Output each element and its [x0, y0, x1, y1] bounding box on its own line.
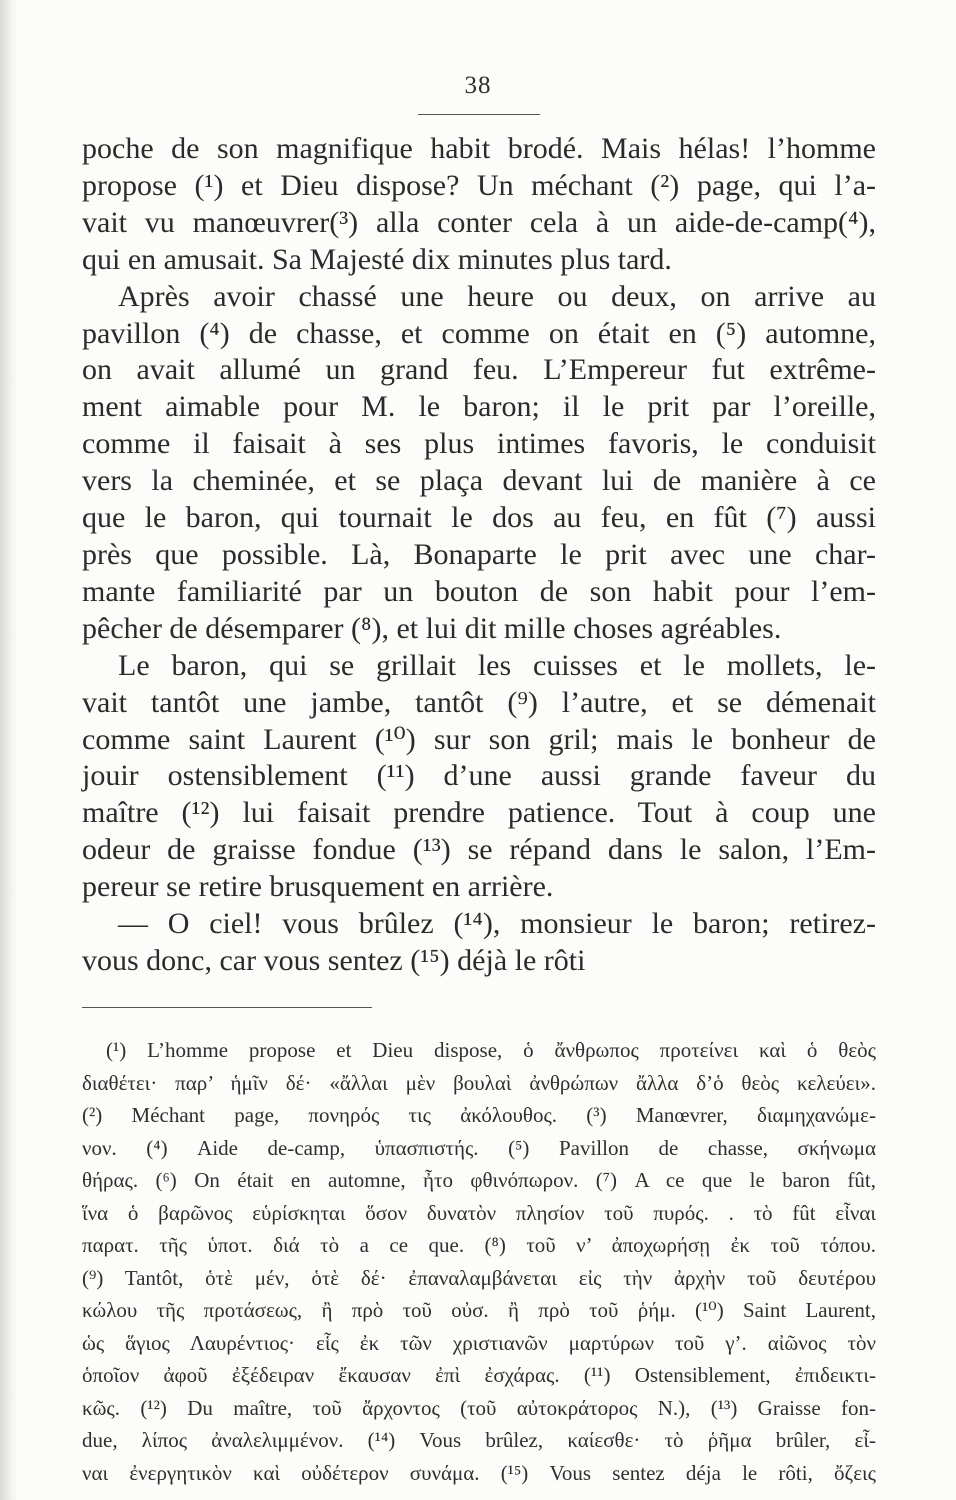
body-text-line: vous donc, car vous sentez (¹⁵) déjà le rôti	[82, 943, 586, 977]
body-text-line: qui en amusait. Sa Majesté dix minutes plus tard.	[82, 242, 672, 276]
footnote-line: (⁹) Tantôt, ὁτὲ μέν, ὁτὲ δέ· ἐπαναλαμβάνεται εἰς τὴν ἀρχὴν τοῦ δευτέρου	[82, 1265, 876, 1290]
body-text-line: Le baron, qui se grillait les cuisses et le mollets, le-	[118, 648, 876, 682]
body-text-line: jouir ostensiblement (¹¹) d’une aussi grande faveur du	[82, 759, 876, 793]
body-text-line: ment aimable pour M. le baron; il le prit par l’oreille,	[82, 390, 876, 424]
body-text-line: on avait allumé un grand feu. L’Empereur fut extrême-	[82, 353, 876, 387]
body-text-line: vers la cheminée, et se plaça devant lui de manière à ce	[82, 464, 876, 498]
footnote-line: ναι ἐνεργητικὸν καὶ οὐδέτερον συνάμα. (¹⁵) Vous sentez déja le rôti, ὄζεις	[82, 1460, 876, 1485]
body-text-line: comme il faisait à ses plus intimes favoris, le conduisit	[82, 427, 876, 461]
footnote-line: (²) Méchant page, πονηρός τις ἀκόλουθος. (³) Manœvrer, διαμηχανώμε-	[82, 1103, 876, 1127]
body-text-line: pavillon (⁴) de chasse, et comme on était en (⁵) automne,	[82, 316, 876, 350]
footnote-line: διαθέτει· παρ’ ἡμῖν δέ· «ἄλλαι μὲν βουλαὶ ἀνθρώπων ἄλλα δ’ὁ θεὸς κελεύει».	[82, 1070, 876, 1095]
footnote-line: κώλου τῆς προτάσεως, ἢ πρὸ τοῦ οὐσ. ἢ πρὸ τοῦ ῥήμ. (¹⁰) Saint Laurent,	[82, 1298, 876, 1322]
footnotes	[82, 1034, 876, 1489]
footnote-line: θήρας. (⁶) On était en automne, ἦτο φθινόπωρον. (⁷) A ce que le baron fût,	[82, 1168, 876, 1192]
footnote-line: due, λίπος ἀναλελιμμένον. (¹⁴) Vous brûlez, καίεσθε· τὸ ῥῆμα brûler, εἶ-	[82, 1428, 876, 1452]
footnote-line: παρατ. τῆς ὑποτ. διά τὸ a ce que. (⁸) τοῦ ν’ ἀποχωρήσῃ ἐκ τοῦ τόπου.	[82, 1233, 876, 1257]
binding-shadow	[0, 0, 18, 1500]
body-text-line: près que possible. Là, Bonaparte le prit avec une char-	[82, 537, 876, 571]
footnote-line: κῶς. (¹²) Du maître, τοῦ ἄρχοντος (τοῦ αὐτοκράτορος N.), (¹³) Graisse fon-	[82, 1395, 876, 1420]
main-text	[82, 131, 876, 980]
body-text-line: propose (¹) et Dieu dispose? Un méchant (²) page, qui l’a-	[82, 168, 876, 202]
header-rule	[418, 114, 540, 115]
body-text-line: Après avoir chassé une heure ou deux, on arrive au	[118, 279, 876, 313]
body-text-line: que le baron, qui tournait le dos au feu, en fût (⁷) aussi	[82, 501, 876, 535]
body-text-line: poche de son magnifique habit brodé. Mais hélas! l’homme	[82, 132, 876, 165]
footnote-line: ἵνα ὁ βαρῶνος εὑρίσκηται ὅσον δυνατὸν πλησίον τοῦ πυρός. . τὸ fût εἶναι	[82, 1200, 876, 1225]
footnote-line: νον. (⁴) Aide de-camp, ὑπασπιστής. (⁵) Pavillon de chasse, σκήνωμα	[82, 1135, 876, 1160]
body-text-line: pêcher de désemparer (⁸), et lui dit mille choses agréables.	[82, 611, 782, 645]
body-text-line: — O ciel! vous brûlez (¹⁴), monsieur le baron; retirez-	[118, 907, 876, 941]
body-text-line: vait vu manœuvrer(³) alla conter cela à un aide-de-camp(⁴),	[82, 205, 876, 239]
body-text-line: maître (¹²) lui faisait prendre patience. Tout à coup une	[82, 796, 876, 830]
footnote-line: ὡς ἅγιος Λαυρέντιος· εἷς ἐκ τῶν χριστιανῶν μαρτύρων τοῦ γ’. αἰῶνος τὸν	[82, 1330, 876, 1355]
body-text-line: odeur de graisse fondue (¹³) se répand dans le salon, l’Em-	[82, 833, 876, 867]
footnote-rule	[82, 1007, 372, 1008]
footnote-line: ὁποῖον ἀφοῦ ἐξέδειραν ἔκαυσαν ἐπὶ ἐσχάρας. (¹¹) Ostensiblement, ἐπιδεικτι-	[82, 1363, 876, 1387]
body-text-line: vait tantôt une jambe, tantôt (⁹) l’autre, et se démenait	[82, 685, 876, 719]
body-text-line: comme saint Laurent (¹⁰) sur son gril; mais le bonheur de	[82, 722, 876, 756]
footnote-line: (¹) L’homme propose et Dieu dispose, ὁ ἄνθρωπος προτείνει καὶ ὁ θεὸς	[106, 1038, 876, 1062]
page-number: 38	[464, 72, 492, 99]
body-text-line: mante familiarité par un bouton de son habit pour l’em-	[82, 574, 876, 608]
body-text-line: pereur se retire brusquement en arrière.	[82, 870, 554, 904]
